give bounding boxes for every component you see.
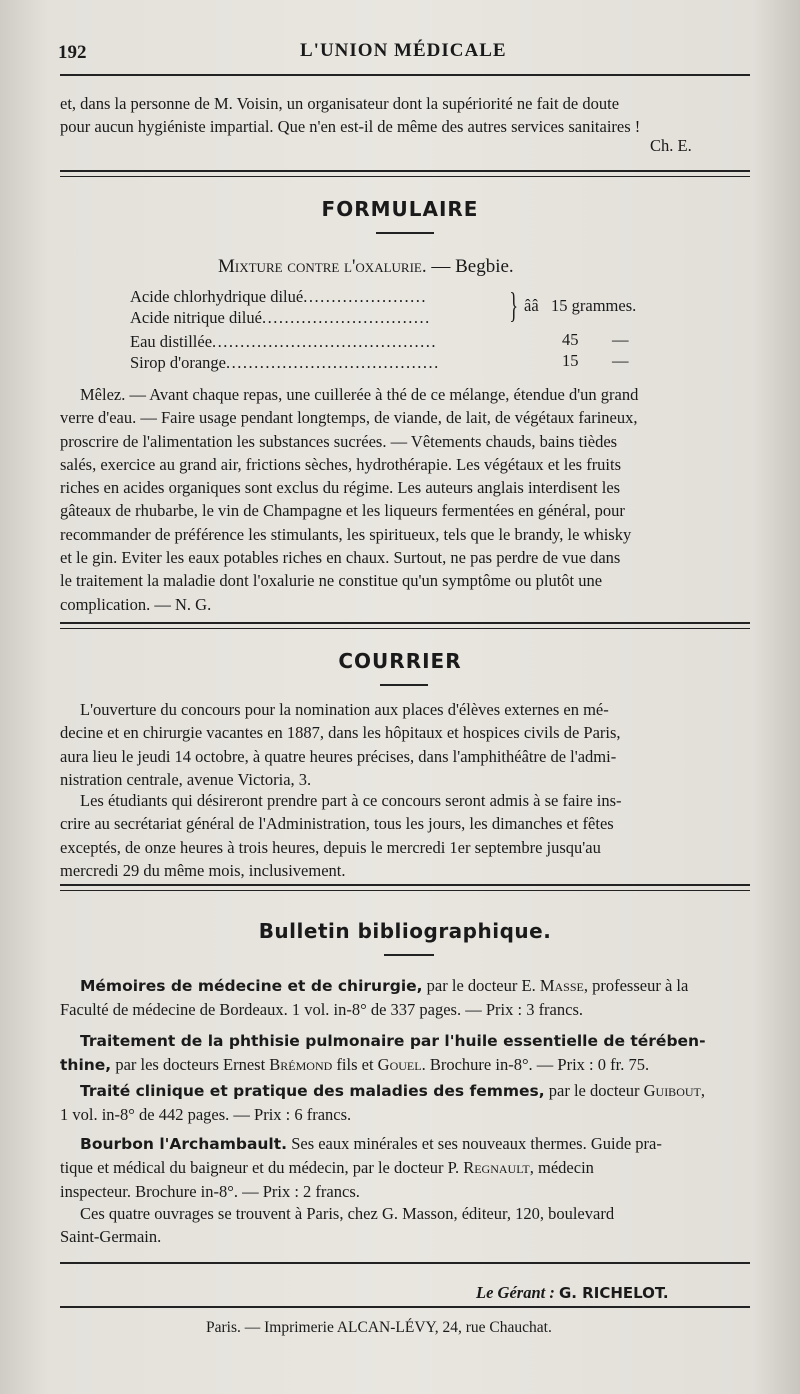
ingredient-row xyxy=(130,287,427,307)
body-line: aura lieu le jeudi 14 octobre, à quatre heures précises, dans l'amphithéâtre de l'admi- xyxy=(60,746,617,766)
body-line: et le gin. Eviter les eaux potables riches en chaux. Surtout, ne pas perdre de vue dans xyxy=(60,548,621,568)
gerant-line xyxy=(476,1283,669,1303)
ingredient-quantity-dash: — xyxy=(612,330,629,349)
intro-signature: Ch. E. xyxy=(650,136,692,155)
bulletin-title: Bulletin bibliographique. xyxy=(258,919,552,943)
header-rule xyxy=(60,74,750,76)
bulletin-entry xyxy=(60,1079,753,1127)
ingredient-row xyxy=(130,353,440,373)
leader-dots: ........................................ xyxy=(212,332,438,351)
closing-line: Saint-Germain. xyxy=(60,1227,162,1247)
ingredient-quantity: 45 xyxy=(562,330,579,349)
entry-text: , professeur à la xyxy=(583,976,689,995)
body-line: gâteaux de rhubarbe, le vin de Champagne et les liqueurs fermentées en général, pour xyxy=(60,501,625,521)
formulaire-title: FORMULAIRE xyxy=(321,197,479,221)
author-name: Guibout xyxy=(643,1081,701,1100)
page-number: 192 xyxy=(58,42,87,63)
leader-dots: .............................. xyxy=(261,308,431,327)
author-name: Masse xyxy=(539,976,584,995)
body-line: salés, exercice au grand air, frictions sèches, hydrothérapie. Les végétaux et les fruits xyxy=(60,454,622,474)
entry-text: fils et xyxy=(332,1055,378,1075)
author-name: Brémond xyxy=(269,1055,333,1075)
section-divider xyxy=(60,176,750,177)
recipe-dash: — xyxy=(431,256,451,277)
title-underline xyxy=(380,684,428,686)
brace-symbol: } xyxy=(509,285,518,325)
body-line: verre d'eau. — Faire usage pendant longtemps, de viande, de lait, de végétaux farineux, xyxy=(60,408,638,428)
intro-line: et, dans la personne de M. Voisin, un organisateur dont la supériorité ne fait de doute xyxy=(60,94,620,113)
entry-line: inspecteur. Brochure in-8°. — Prix : 2 francs. xyxy=(60,1181,360,1201)
body-line: exceptés, de onze heures à trois heures, depuis le mercredi 1er septembre jusqu'au xyxy=(60,837,601,857)
ingredient-row xyxy=(130,308,431,328)
body-line: Les étudiants qui désireront prendre part à ce concours seront admis à se faire ins- xyxy=(80,791,622,810)
entry-text: par les docteurs Ernest xyxy=(111,1055,270,1075)
intro-line: pour aucun hygiéniste impartial. Que n'en est-il de même des autres services sanitaires ! xyxy=(60,117,641,137)
section-divider xyxy=(60,170,750,172)
journal-title: L'UNION MÉDICALE xyxy=(300,40,507,61)
recipe-title: Mixture contre l'oxalurie. xyxy=(218,256,427,277)
book-title: Traitement de la phthisie pulmonaire par l'huile essentielle de térében- xyxy=(80,1032,706,1050)
body-line: decine et en chirurgie vacantes en 1887, dans les hôpitaux et hospices civils de Paris, xyxy=(60,723,621,743)
ingredient-name: Acide chlorhydrique dilué xyxy=(130,287,304,306)
section-divider xyxy=(60,890,750,891)
body-line: complication. — N. G. xyxy=(60,594,212,614)
gerant-label: Le Gérant : xyxy=(476,1283,555,1302)
book-title-cont: thine, xyxy=(60,1056,112,1075)
leader-dots: ...................... xyxy=(303,287,427,306)
book-title: Bourbon l'Archambault. xyxy=(80,1135,288,1153)
body-line: nistration centrale, avenue Victoria, 3. xyxy=(60,769,312,789)
ingredient-name: Sirop d'orange xyxy=(130,353,226,372)
entry-text: , xyxy=(700,1081,705,1100)
title-underline xyxy=(384,954,434,956)
entry-text: par le docteur E. xyxy=(422,976,540,995)
entry-text: , médecin xyxy=(529,1158,594,1178)
entry-text: tique et médical du baigneur et du médecin, par le docteur P. xyxy=(60,1158,464,1178)
ingredient-name: Acide nitrique dilué xyxy=(130,308,262,327)
section-divider xyxy=(60,622,750,624)
body-line: Mêlez. — Avant chaque repas, une cuillerée à thé de ce mélange, étendue d'un grand xyxy=(80,385,639,404)
body-line: proscrire de l'alimentation les substances sucrées. — Vêtements chauds, bains tièdes xyxy=(60,431,618,451)
closing-line: Ces quatre ouvrages se trouvent à Paris, chez G. Masson, éditeur, 120, boulevard xyxy=(80,1204,615,1223)
section-divider xyxy=(60,628,750,629)
recipe-heading xyxy=(218,256,514,278)
entry-text: par le docteur xyxy=(544,1081,644,1100)
gerant-name: G. RICHELOT. xyxy=(558,1284,669,1302)
courrier-paragraph xyxy=(60,698,753,791)
body-line: riches en acides organiques sont exclus du régime. Les auteurs anglais interdisent les xyxy=(60,478,621,498)
bulletin-entry xyxy=(60,974,753,1022)
courrier-title: COURRIER xyxy=(338,649,462,673)
leader-dots: ...................................... xyxy=(226,353,440,372)
entry-text: Ses eaux minérales et ses nouveaux thermes. Guide pra- xyxy=(287,1134,662,1153)
author-name: Regnault xyxy=(463,1158,530,1178)
ingredient-quantity: 15 xyxy=(562,351,579,370)
author-name: Gouel xyxy=(377,1055,422,1075)
entry-line: Faculté de médecine de Bordeaux. 1 vol. in-8° de 337 pages. — Prix : 3 francs. xyxy=(60,1000,583,1020)
intro-paragraph xyxy=(60,92,753,139)
ingredient-quantity-dash: — xyxy=(612,351,629,370)
entry-line: 1 vol. in-8° de 442 pages. — Prix : 6 francs. xyxy=(60,1105,352,1125)
ingredient-row xyxy=(130,332,437,352)
body-line: le traitement la maladie dont l'oxalurie ne constitue qu'un symptôme ou plutôt une xyxy=(60,571,603,591)
entry-text: . Brochure in-8°. — Prix : 0 fr. 75. xyxy=(421,1055,650,1075)
formulaire-body xyxy=(60,383,753,616)
bulletin-entry xyxy=(60,1029,753,1078)
ingredient-name: Eau distillée xyxy=(130,332,213,351)
courrier-paragraph xyxy=(60,789,753,882)
footer-rule xyxy=(60,1306,750,1308)
printer-line: Paris. — Imprimerie ALCAN-LÉVY, 24, rue Chauchat. xyxy=(206,1319,552,1336)
book-title: Traité clinique et pratique des maladies des femmes, xyxy=(80,1082,545,1100)
bulletin-closing xyxy=(60,1202,753,1249)
bulletin-entry xyxy=(60,1132,753,1203)
body-line: mercredi 29 du même mois, inclusivement. xyxy=(60,860,346,880)
book-title: Mémoires de médecine et de chirurgie, xyxy=(80,977,423,995)
shared-quantity: ââ 15 grammes. xyxy=(524,296,637,315)
body-line: L'ouverture du concours pour la nomination aux places d'élèves externes en mé- xyxy=(80,700,609,719)
body-line: crire au secrétariat général de l'Administration, tous les jours, les dimanches et fêtes xyxy=(60,814,614,834)
body-line: recommander de préférence les stimulants, les spiritueux, tels que le brandy, le whisky xyxy=(60,524,632,544)
footer-rule xyxy=(60,1262,750,1264)
section-divider xyxy=(60,884,750,886)
title-underline xyxy=(376,232,434,234)
recipe-author: Begbie. xyxy=(455,256,514,277)
